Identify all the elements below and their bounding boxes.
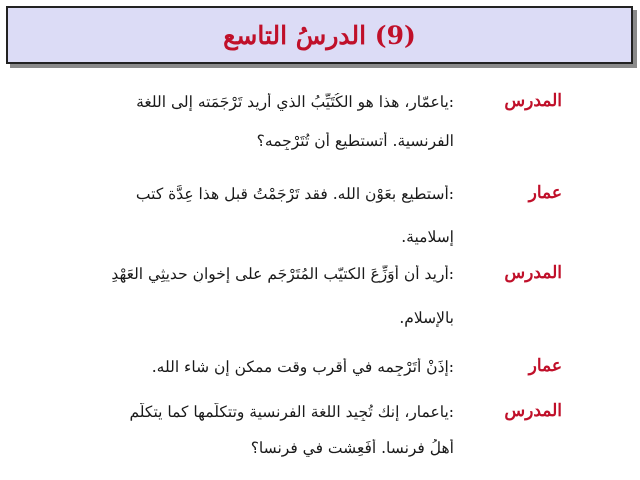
dialogue-line: :أستطيع بعَوْنِ الله. فقد تَرْجَمْتُ قبل هذا عِدَّة كتب [135, 185, 454, 203]
dialogue-line: :ياعمار، إنك تُجِيد اللغة الفرنسية وتتكلّمها كما يتكلّم [129, 403, 454, 421]
lesson-title: (9) الدرسُ التاسع [223, 20, 416, 50]
speaker-label: عمار [528, 356, 562, 376]
speaker-label: المدرس [504, 91, 562, 111]
dialogue-line: أهلُ فرنسا. أَفَعِشت في فرنسا؟ [250, 439, 454, 457]
dialogue-line: :ياعمّار، هذا هو الكُتَيِّبُ الذي أريد تَرْجَمَته إلى اللغة [136, 93, 454, 111]
dialogue-line: الفرنسية. أتستطيع أن تُتَرْجِمه؟ [256, 132, 454, 150]
dialogue-line: بالإسلام. [399, 309, 454, 327]
dialogue-line: إسلامية. [401, 228, 454, 246]
speaker-label: عمار [528, 183, 562, 203]
speaker-label: المدرس [504, 263, 562, 283]
speaker-label: المدرس [504, 401, 562, 421]
dialogue-line: :إذَنْ أُتَرْجِمه في أقرب وقت ممكن إن شاء الله. [151, 358, 454, 376]
dialogue-line: :أريد أن أُوَزِّعَ الكتيّب المُتَرْجَم على إخوانٍ حديثِي العَهْدِ [111, 265, 454, 283]
